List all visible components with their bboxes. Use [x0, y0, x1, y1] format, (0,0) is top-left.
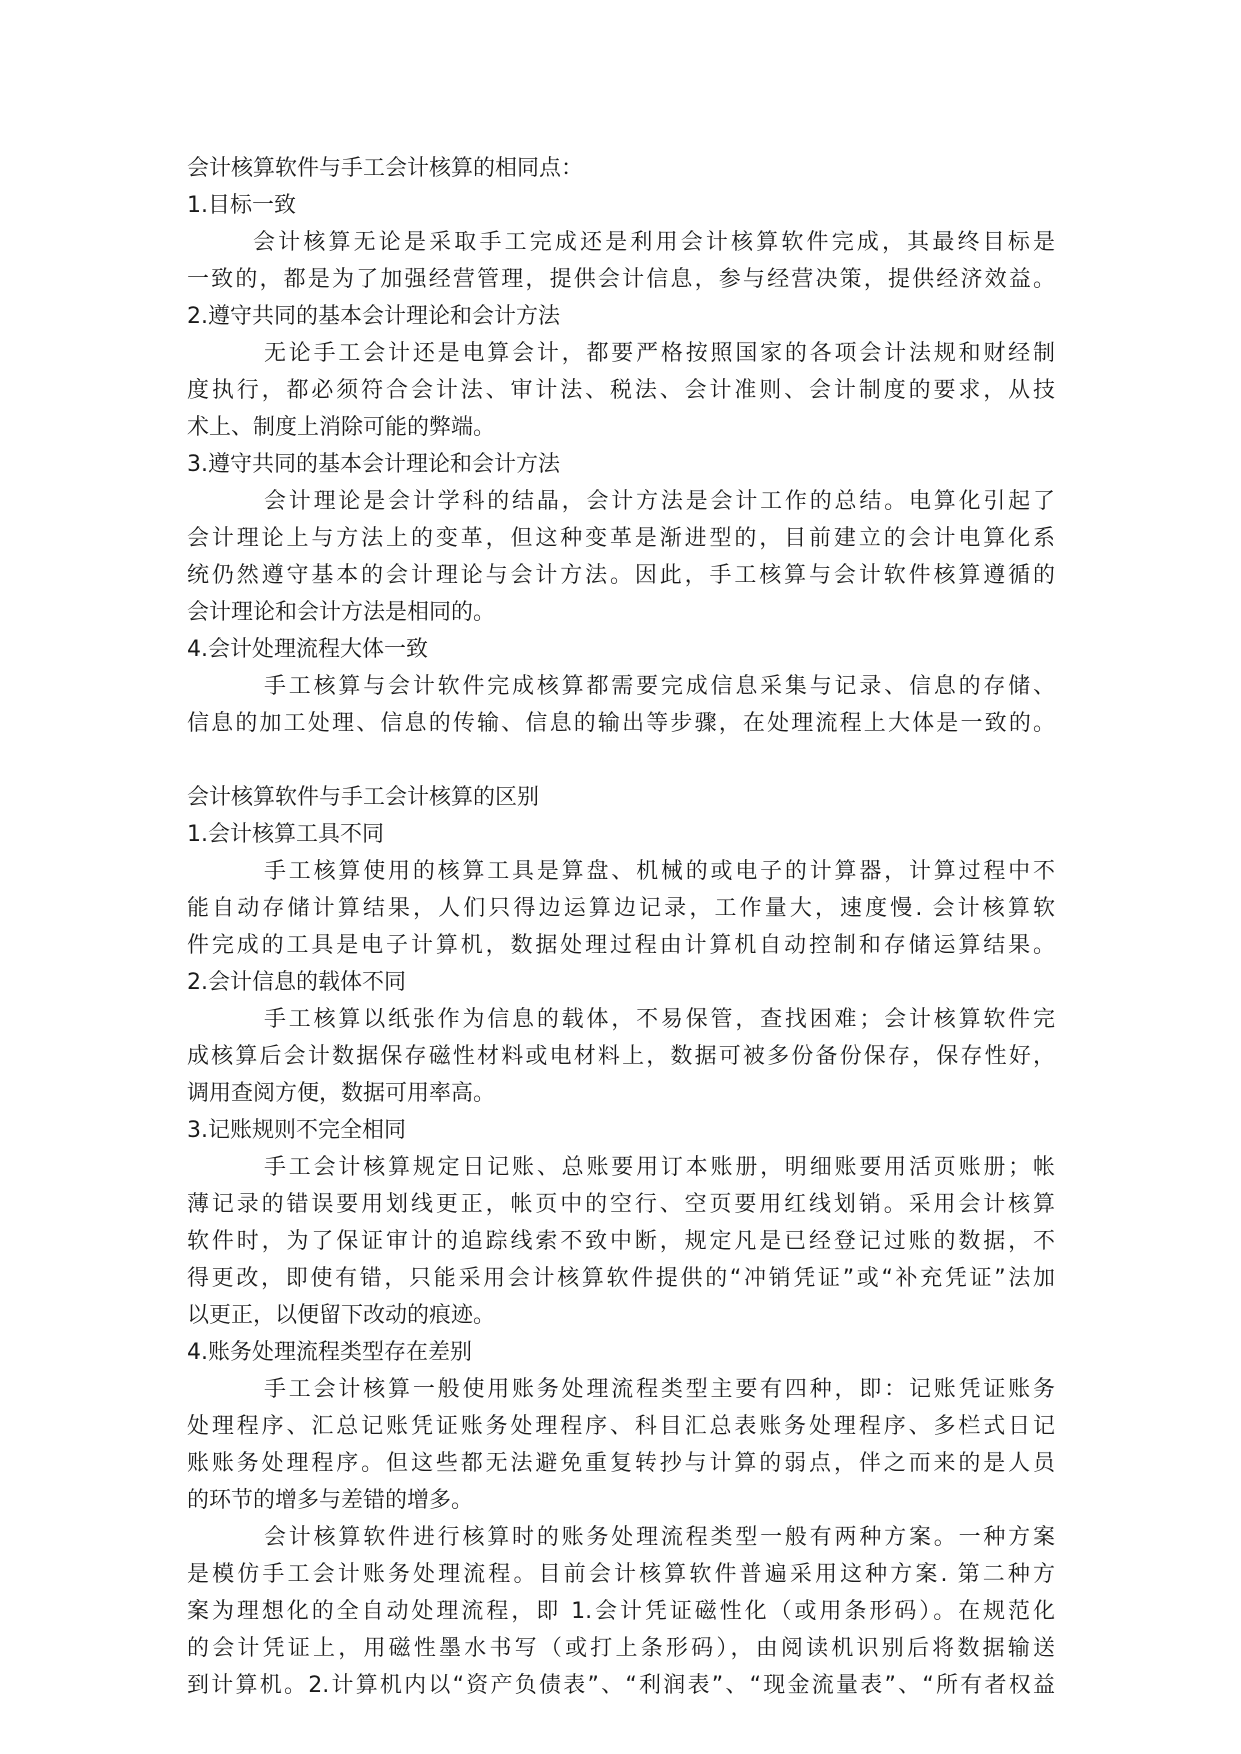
paragraph-line: 术上、制度上消除可能的弊端。 [187, 415, 496, 440]
paragraph-line: 以更正，以便留下改动的痕迹。 [187, 1303, 496, 1328]
paragraph-line: 的会计凭证上，用磁性墨水书写（或打上条形码），由阅读机识别后将数据输送 [187, 1636, 1055, 1661]
paragraph-line: 件完成的工具是电子计算机，数据处理过程由计算机自动控制和存储运算结果。 [187, 933, 1055, 958]
section-heading: 会计核算软件与手工会计核算的相同点： [187, 156, 584, 181]
document-body [187, 150, 1055, 1704]
item-heading: 1.会计核算工具不同 [187, 822, 384, 847]
paragraph-line: 成核算后会计数据保存磁性材料或电材料上，数据可被多份备份保存，保存性好， [187, 1044, 1055, 1069]
paragraph-line: 的环节的增多与差错的增多。 [187, 1488, 474, 1513]
paragraph-line: 手工会计核算规定日记账、总账要用订本账册，明细账要用活页账册；帐 [264, 1155, 1055, 1180]
paragraph-line: 会计理论和会计方法是相同的。 [187, 600, 496, 625]
item-heading: 2.遵守共同的基本会计理论和会计方法 [187, 304, 560, 329]
paragraph-line: 账账务处理程序。但这些都无法避免重复转抄与计算的弱点，伴之而来的是人员 [187, 1451, 1055, 1476]
paragraph-line: 会计理论是会计学科的结晶，会计方法是会计工作的总结。电算化引起了 [264, 489, 1055, 514]
paragraph-line: 会计核算无论是采取手工完成还是利用会计核算软件完成，其最终目标是 [253, 230, 1055, 255]
paragraph-line: 会计理论上与方法上的变革，但这种变革是渐进型的，目前建立的会计电算化系 [187, 526, 1055, 551]
paragraph-line: 无论手工会计还是电算会计，都要严格按照国家的各项会计法规和财经制 [264, 341, 1055, 366]
item-heading: 4.账务处理流程类型存在差别 [187, 1340, 472, 1365]
section-heading: 会计核算软件与手工会计核算的区别 [187, 785, 540, 810]
item-heading: 1.目标一致 [187, 193, 296, 218]
paragraph-line: 软件时，为了保证审计的追踪线索不致中断，规定凡是已经登记过账的数据，不 [187, 1229, 1055, 1254]
paragraph-line: 手工核算使用的核算工具是算盘、机械的或电子的计算器，计算过程中不 [264, 859, 1055, 884]
paragraph-line: 薄记录的错误要用划线更正，帐页中的空行、空页要用红线划销。采用会计核算 [187, 1192, 1055, 1217]
paragraph-line: 处理程序、汇总记账凭证账务处理程序、科目汇总表账务处理程序、多栏式日记 [187, 1414, 1055, 1439]
paragraph-line: 信息的加工处理、信息的传输、信息的输出等步骤，在处理流程上大体是一致的。 [187, 711, 1055, 736]
paragraph-line: 度执行，都必须符合会计法、审计法、税法、会计准则、会计制度的要求，从技 [187, 378, 1055, 403]
paragraph-line: 是模仿手工会计账务处理流程。目前会计核算软件普遍采用这种方案. 第二种方 [187, 1562, 1055, 1587]
paragraph-line: 手工核算与会计软件完成核算都需要完成信息采集与记录、信息的存储、 [264, 674, 1055, 699]
item-heading: 2.会计信息的载体不同 [187, 970, 406, 995]
paragraph-line: 统仍然遵守基本的会计理论与会计方法。因此，手工核算与会计软件核算遵循的 [187, 563, 1055, 588]
item-heading: 3.记账规则不完全相同 [187, 1118, 406, 1143]
item-heading: 4.会计处理流程大体一致 [187, 637, 428, 662]
paragraph-line: 手工会计核算一般使用账务处理流程类型主要有四种，即：记账凭证账务 [264, 1377, 1055, 1402]
paragraph-line: 能自动存储计算结果，人们只得边运算边记录，工作量大，速度慢. 会计核算软 [187, 896, 1055, 921]
paragraph-line: 到计算机。2.计算机内以“资产负债表”、“利润表”、“现金流量表”、“所有者权益 [187, 1673, 1055, 1698]
paragraph-line: 得更改，即使有错，只能采用会计核算软件提供的“冲销凭证”或“补充凭证”法加 [187, 1266, 1055, 1291]
paragraph-line: 手工核算以纸张作为信息的载体，不易保管，查找困难；会计核算软件完 [264, 1007, 1055, 1032]
item-heading: 3.遵守共同的基本会计理论和会计方法 [187, 452, 560, 477]
blank-line [187, 742, 1055, 779]
paragraph-line: 一致的，都是为了加强经营管理，提供会计信息，参与经营决策，提供经济效益。 [187, 267, 1055, 292]
paragraph-line: 会计核算软件进行核算时的账务处理流程类型一般有两种方案。一种方案 [264, 1525, 1055, 1550]
paragraph-line: 案为理想化的全自动处理流程，即 1.会计凭证磁性化（或用条形码）。在规范化 [187, 1599, 1055, 1624]
paragraph-line: 调用查阅方便，数据可用率高。 [187, 1081, 496, 1106]
